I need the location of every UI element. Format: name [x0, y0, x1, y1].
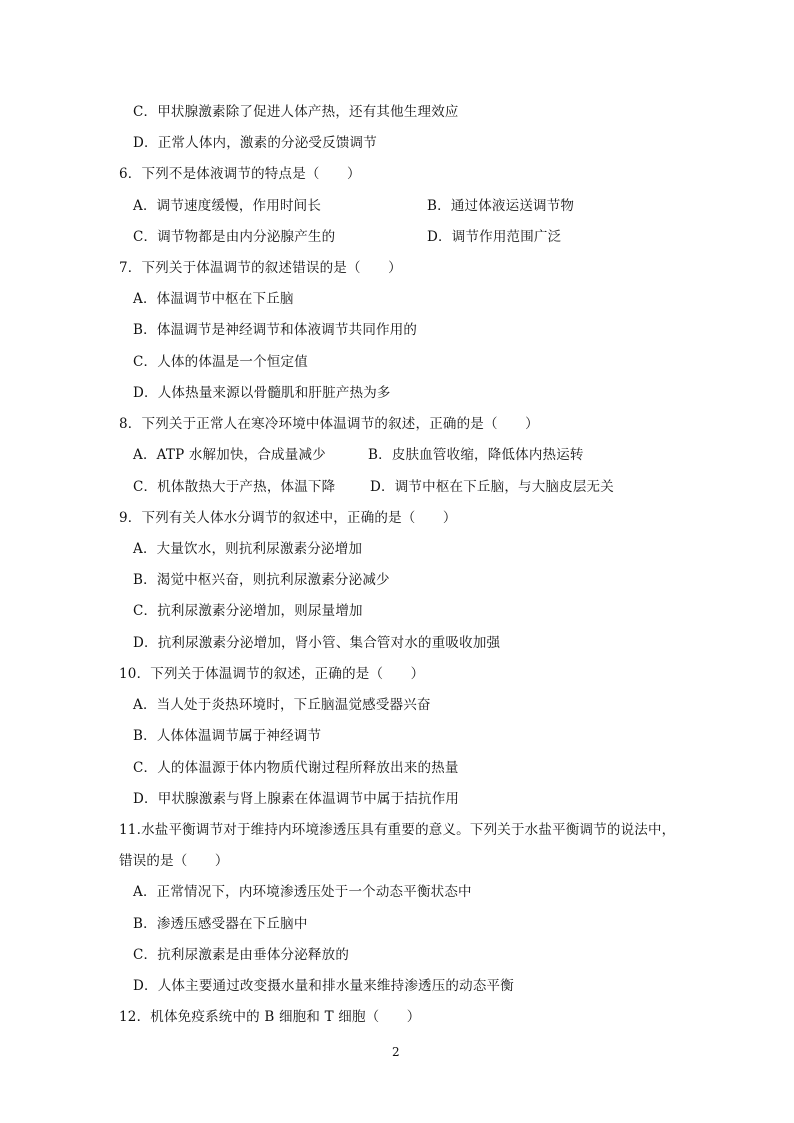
q10-stem: 10．下列关于体温调节的叙述，正确的是（ ） [119, 666, 425, 682]
q10-option-c: C．人的体温源于体内物质代谢过程所释放出来的热量 [133, 760, 459, 776]
q10-option-b: B．人体体温调节属于神经调节 [133, 728, 322, 744]
q11-stem-line2: 错误的是（ ） [119, 853, 229, 869]
q12-stem: 12．机体免疫系统中的 B 细胞和 T 细胞（ ） [119, 1009, 421, 1025]
q7-option-a: A．体温调节中枢在下丘脑 [133, 291, 294, 307]
q7-stem: 7．下列关于体温调节的叙述错误的是（ ） [119, 260, 402, 276]
q8-option-c: C．机体散热大于产热，体温下降 [133, 479, 336, 495]
q6-option-d: D．调节作用范围广泛 [427, 229, 562, 245]
q8-option-d: D．调节中枢在下丘脑，与大脑皮层无关 [370, 479, 614, 495]
q9-stem: 9．下列有关人体水分调节的叙述中，正确的是（ ） [119, 510, 457, 526]
q7-option-c: C．人体的体温是一个恒定值 [133, 354, 308, 370]
q11-stem-line1: 11.水盐平衡调节对于维持内环境渗透压具有重要的意义。下列关于水盐平衡调节的说法中， [119, 822, 676, 838]
q11-option-d: D．人体主要通过改变摄水量和排水量来维持渗透压的动态平衡 [133, 978, 514, 994]
q6-stem: 6．下列不是体液调节的特点是（ ） [119, 166, 361, 182]
q11-option-b: B．渗透压感受器在下丘脑中 [133, 916, 308, 932]
q7-option-d: D．人体热量来源以骨髓肌和肝脏产热为多 [133, 385, 391, 401]
q9-option-a: A．大量饮水，则抗利尿激素分泌增加 [133, 541, 363, 557]
q7-option-b: B．体温调节是神经调节和体液调节共同作用的 [133, 322, 418, 338]
q8-option-a: A．ATP 水解加快，合成量减少 [133, 447, 326, 463]
q6-option-a: A．调节速度缓慢，作用时间长 [133, 198, 322, 214]
q5-option-c: C．甲状腺激素除了促进人体产热，还有其他生理效应 [133, 104, 459, 120]
q9-option-c: C．抗利尿激素分泌增加，则尿量增加 [133, 603, 363, 619]
q9-option-b: B．渴觉中枢兴奋，则抗利尿激素分泌减少 [133, 572, 390, 588]
page-number: 2 [392, 1045, 400, 1059]
q6-option-c: C．调节物都是由内分泌腺产生的 [133, 229, 336, 245]
q11-option-a: A．正常情况下，内环境渗透压处于一个动态平衡状态中 [133, 884, 472, 900]
q8-stem: 8．下列关于正常人在寒冷环境中体温调节的叙述，正确的是（ ） [119, 416, 539, 432]
q10-option-a: A．当人处于炎热环境时，下丘脑温觉感受器兴奋 [133, 697, 431, 713]
q5-option-d: D．正常人体内，激素的分泌受反馈调节 [133, 135, 377, 151]
q9-option-d: D．抗利尿激素分泌增加，肾小管、集合管对水的重吸收加强 [133, 635, 501, 651]
q6-option-b: B．通过体液运送调节物 [427, 198, 575, 214]
q10-option-d: D．甲状腺激素与肾上腺素在体温调节中属于拮抗作用 [133, 791, 460, 807]
q11-option-c: C．抗利尿激素是由垂体分泌释放的 [133, 947, 350, 963]
q8-option-b: B．皮肤血管收缩，降低体内热运转 [368, 447, 584, 463]
